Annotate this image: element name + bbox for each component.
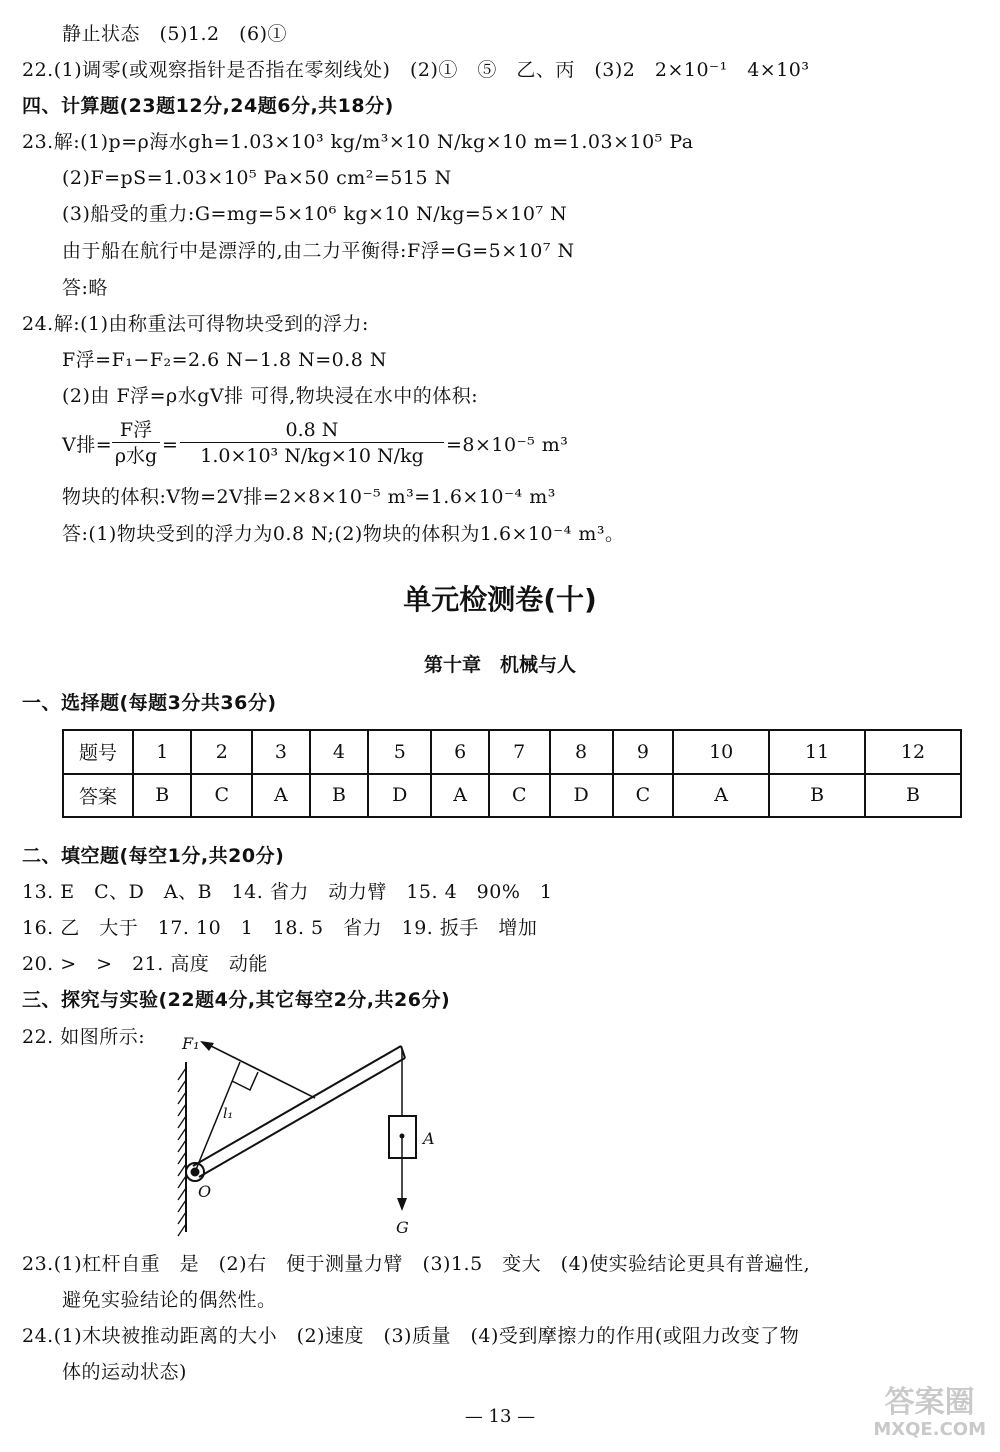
right-angle-mark xyxy=(232,1072,258,1090)
section-heading: 四、计算题(23题12分,24题6分,共18分) xyxy=(22,95,394,117)
force-f1-line xyxy=(207,1044,315,1098)
text-line: (2)F=pS=1.03×10⁵ Pa×50 cm²=515 N xyxy=(62,167,452,189)
table-cell-label: 题号 xyxy=(63,730,133,774)
label-a: A xyxy=(423,1129,435,1148)
table-cell: D xyxy=(368,774,431,818)
table-cell: 8 xyxy=(550,730,613,774)
table-cell: 11 xyxy=(769,730,865,774)
text-line: 23.解:(1)p=ρ海水gh=1.03×10³ kg/m³×10 N/kg×10 m=1.03×10⁵ Pa xyxy=(22,131,694,153)
formula-lhs: V排= xyxy=(62,434,113,456)
text-line: 22. 如图所示: xyxy=(22,1026,146,1048)
block-center xyxy=(400,1134,405,1139)
text-line: 24.(1)木块被推动距离的大小 (2)速度 (3)质量 (4)受到摩擦力的作用(或阻力改变了物 xyxy=(22,1325,800,1347)
gravity-arrowhead xyxy=(397,1198,407,1211)
text-line: (3)船受的重力:G=mg=5×10⁶ kg×10 N/kg=5×10⁷ N xyxy=(62,203,568,225)
text-line: 由于船在航行中是漂浮的,由二力平衡得:F浮=G=5×10⁷ N xyxy=(62,240,575,262)
table-cell: B xyxy=(865,774,961,818)
table-cell: 6 xyxy=(431,730,489,774)
fraction-2-denominator: 1.0×10³ N/kg×10 N/kg xyxy=(200,445,424,467)
table-cell: A xyxy=(431,774,489,818)
table-cell: 10 xyxy=(673,730,769,774)
section-heading: 三、探究与实验(22题4分,其它每空2分,共26分) xyxy=(22,989,451,1011)
text-line: 答:略 xyxy=(62,277,108,299)
section-heading: 二、填空题(每空1分,共20分) xyxy=(22,845,285,867)
table-cell: 9 xyxy=(613,730,674,774)
table-cell: 1 xyxy=(133,730,191,774)
wall-hatching xyxy=(178,1068,186,1236)
table-cell: B xyxy=(769,774,865,818)
table-cell: B xyxy=(133,774,191,818)
text-line: 答:(1)物块受到的浮力为0.8 N;(2)物块的体积为1.6×10⁻⁴ m³。 xyxy=(62,523,625,545)
text-line: 16. 乙 大于 17. 10 1 18. 5 省力 19. 扳手 增加 xyxy=(22,917,538,939)
table-cell: 5 xyxy=(368,730,431,774)
text-line: 20. > > 21. 高度 动能 xyxy=(22,953,268,975)
text-line: 静止状态 (5)1.2 (6)① xyxy=(62,23,288,45)
text-line: (2)由 F浮=ρ水gV排 可得,物块浸在水中的体积: xyxy=(62,385,479,407)
unit-title: 单元检测卷(十) xyxy=(403,583,597,616)
text-line: F浮=F₁−F₂=2.6 N−1.8 N=0.8 N xyxy=(62,349,388,371)
table-cell: C xyxy=(489,774,550,818)
section-heading: 一、选择题(每题3分共36分) xyxy=(22,692,277,714)
page-number: — 13 — xyxy=(464,1406,536,1427)
moment-arm-line xyxy=(195,1062,240,1172)
text-line: 13. E C、D A、B 14. 省力 动力臂 15. 4 90% 1 xyxy=(22,881,553,903)
text-line: 物块的体积:V物=2V排=2×8×10⁻⁵ m³=1.6×10⁻⁴ m³ xyxy=(62,486,556,508)
table-cell: B xyxy=(310,774,368,818)
table-cell: 7 xyxy=(489,730,550,774)
label-f1: F₁ xyxy=(182,1034,200,1053)
text-line: 体的运动状态) xyxy=(62,1361,187,1383)
text-line: 24.解:(1)由称重法可得物块受到的浮力: xyxy=(22,313,369,335)
fraction-2-numerator: 0.8 N xyxy=(180,418,444,443)
table-cell: A xyxy=(252,774,310,818)
formula-eq: = xyxy=(162,434,179,456)
force-f1-arrowhead xyxy=(200,1041,214,1051)
table-cell: A xyxy=(673,774,769,818)
fraction-1-denominator: ρ水g xyxy=(114,445,158,467)
table-cell: 4 xyxy=(310,730,368,774)
table-cell: C xyxy=(613,774,674,818)
table-cell: 12 xyxy=(865,730,961,774)
table-cell: D xyxy=(550,774,613,818)
watermark xyxy=(873,1386,986,1440)
text-line: 22.(1)调零(或观察指针是否指在零刻线处) (2)① ⑤ 乙、丙 (3)2 2×10⁻¹ 4×10³ xyxy=(22,59,810,81)
text-line: 避免实验结论的偶然性。 xyxy=(62,1289,277,1311)
label-g: G xyxy=(396,1218,409,1237)
fraction-1-numerator: F浮 xyxy=(112,418,160,443)
table-cell: 3 xyxy=(252,730,310,774)
table-cell: C xyxy=(191,774,252,818)
label-l1: l₁ xyxy=(223,1106,234,1122)
label-o: O xyxy=(198,1182,212,1201)
watermark-top: 答案圈 xyxy=(884,1385,975,1420)
table-cell-label: 答案 xyxy=(63,774,133,818)
chapter-title: 第十章 机械与人 xyxy=(423,654,576,676)
formula-result: =8×10⁻⁵ m³ xyxy=(446,434,569,456)
table-cell: 2 xyxy=(191,730,252,774)
watermark-bottom: MXQE.COM xyxy=(873,1419,986,1440)
text-line: 23.(1)杠杆自重 是 (2)右 便于测量力臂 (3)1.5 变大 (4)使实验结论更具有普遍性, xyxy=(22,1253,811,1275)
